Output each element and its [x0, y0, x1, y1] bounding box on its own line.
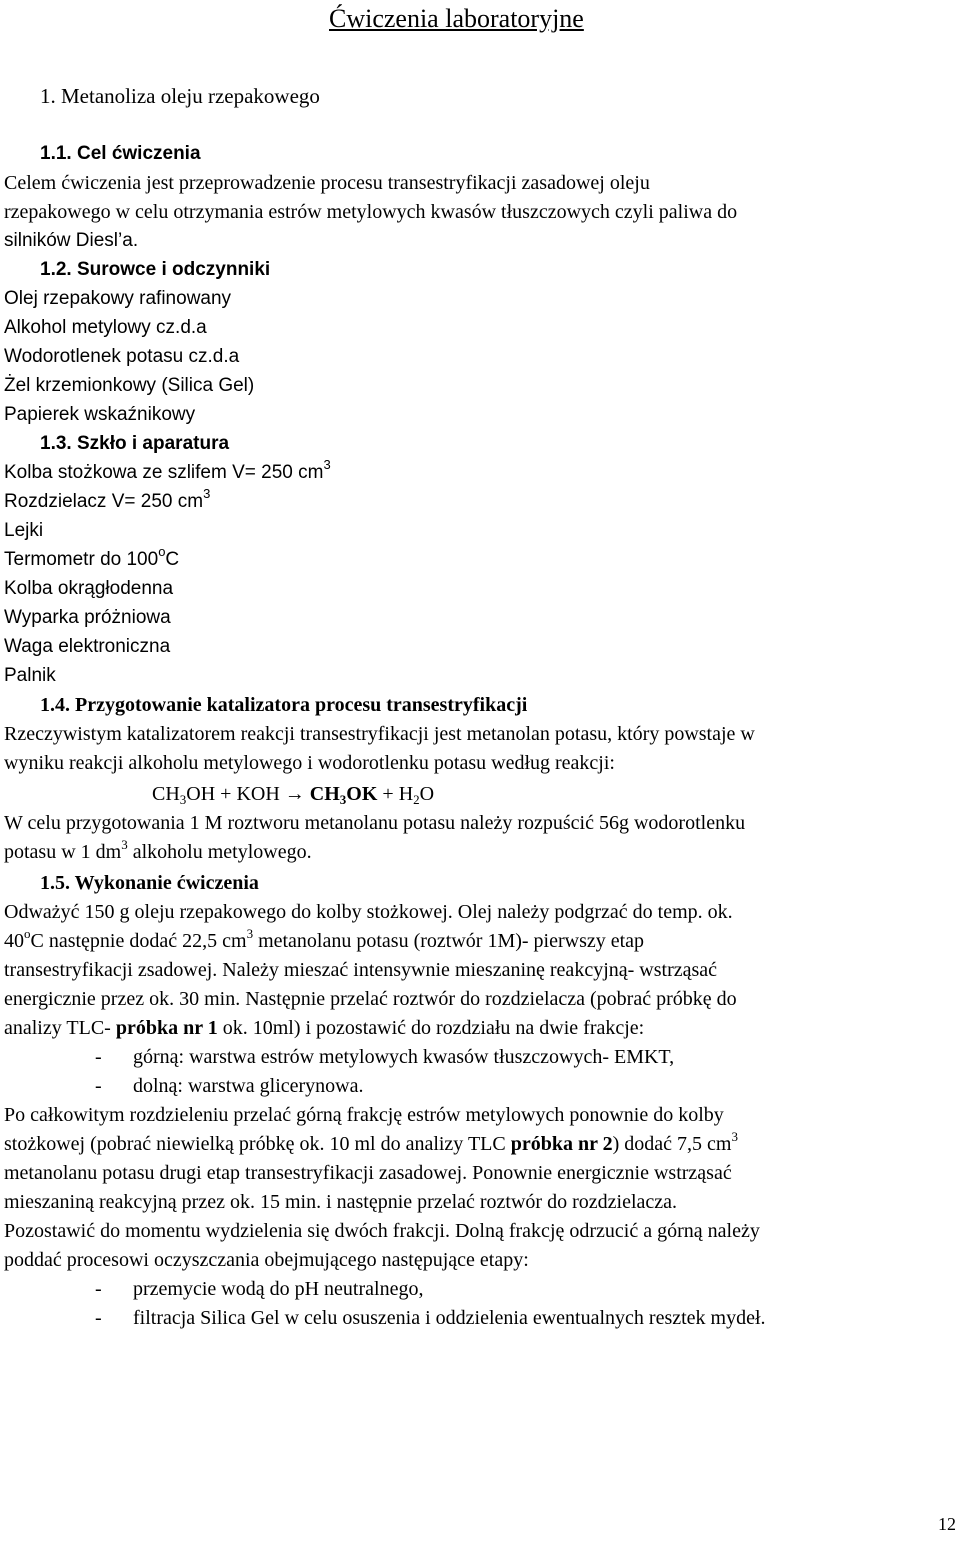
list-item: Wodorotlenek potasu cz.d.a — [4, 346, 240, 367]
paragraph-line: poddać procesowi oczyszczania obejmującego następujące etapy: — [4, 1249, 529, 1271]
dash-list-item: - dolną: warstwa glicerynowa. — [95, 1075, 364, 1097]
arrow-icon: → — [284, 783, 305, 805]
list-item: Waga elektroniczna — [4, 636, 171, 657]
paragraph-line: Rzeczywistym katalizatorem reakcji transestryfikacji jest metanolan potasu, który powstaje w — [4, 723, 755, 745]
paragraph-line: Celem ćwiczenia jest przeprowadzenie procesu transestryfikacji zasadowej oleju — [4, 172, 650, 194]
list-item: Żel krzemionkowy (Silica Gel) — [4, 375, 255, 396]
list-item: Papierek wskaźnikowy — [4, 404, 196, 425]
paragraph-line: mieszaniną reakcyjną przez ok. 15 min. i następnie przelać roztwór do rozdzielacza. — [4, 1191, 678, 1213]
paragraph-line: analizy TLC- próbka nr 1 ok. 10ml) i pozostawić do rozdziału na dwie frakcje: — [4, 1017, 645, 1039]
section-heading-1-3: 1.3. Szkło i aparatura — [40, 433, 230, 454]
list-item: Rozdzielacz V= 250 $cm^3$ — [4, 486, 211, 512]
list-item: Alkohol metylowy cz.d.a — [4, 317, 207, 338]
dash-list-item: - górną: warstwa estrów metylowych kwasów tłuszczowych- EMKT, — [95, 1046, 675, 1068]
paragraph-line: transestryfikacji zsadowej. Należy mieszać intensywnie mieszaninę reakcyjną- wstrząsać — [4, 959, 718, 981]
paragraph-line: Odważyć 150 g oleju rzepakowego do kolby stożkowej. Olej należy podgrzać do temp. ok. — [4, 901, 733, 923]
dash-list-item: - filtracja Silica Gel w celu osuszenia i oddzielenia ewentualnych resztek mydeł. — [95, 1307, 766, 1329]
paragraph-line: metanolanu potasu drugi etap transestryfikacji zasadowej. Ponownie energicznie wstrząsać — [4, 1162, 732, 1184]
paragraph-line: 40$^o$C następnie dodać 22,5 $cm^3$ metanolanu potasu (roztwór 1M)- pierwszy etap — [4, 926, 645, 952]
list-item: Wyparka próżniowa — [4, 607, 171, 628]
paragraph-line: energicznie przez ok. 30 min. Następnie przelać roztwór do rozdzielacza (pobrać próbkę do — [4, 988, 737, 1010]
page-number: 12 — [938, 1514, 956, 1534]
section-heading-1-4: 1.4. Przygotowanie katalizatora procesu transestryfikacji — [40, 694, 528, 716]
section-heading-1-1: 1.1. Cel ćwiczenia — [40, 143, 201, 164]
section-heading-1-5: 1.5. Wykonanie ćwiczenia — [40, 872, 259, 894]
list-item: Lejki — [4, 520, 44, 541]
paragraph-line: silników Diesl’a. — [4, 230, 139, 251]
paragraph-line: potasu w 1 $dm^3$ alkoholu metylowego. — [4, 837, 312, 863]
paragraph-line: wyniku reakcji alkoholu metylowego i wodorotlenku potasu według reakcji: — [4, 752, 615, 774]
chemical-equation: $CH_3OH$ + KOH → $CH_3OK + H_2O$ — [152, 783, 435, 807]
paragraph-line: stożkowej (pobrać niewielką próbkę ok. 10 ml do analizy TLC próbka nr 2) dodać 7,5 $cm^3$ — [4, 1129, 738, 1155]
paragraph-line: rzepakowego w celu otrzymania estrów metylowych kwasów tłuszczowych czyli paliwa do — [4, 201, 738, 223]
list-item: Kolba okrągłodenna — [4, 578, 174, 599]
list-item: Kolba stożkowa ze szlifem V= 250 $cm^3$ — [4, 457, 331, 483]
paragraph-line: W celu przygotowania 1 M roztworu metanolanu potasu należy rozpuścić 56g wodorotlenku — [4, 812, 746, 834]
section-heading-1: 1. Metanoliza oleju rzepakowego — [40, 84, 320, 108]
paragraph-line: Po całkowitym rozdzieleniu przelać górną frakcję estrów metylowych ponownie do kolby — [4, 1104, 724, 1126]
paragraph-line: Pozostawić do momentu wydzielenia się dwóch frakcji. Dolną frakcję odrzucić a górną należy — [4, 1220, 760, 1242]
list-item: Olej rzepakowy rafinowany — [4, 288, 232, 309]
page-title: Ćwiczenia laboratoryjne — [329, 4, 584, 33]
section-heading-1-2: 1.2. Surowce i odczynniki — [40, 259, 271, 280]
list-item: Termometr do 100$^o$C — [4, 544, 180, 570]
dash-list-item: - przemycie wodą do pH neutralnego, — [95, 1278, 424, 1300]
list-item: Palnik — [4, 665, 56, 686]
